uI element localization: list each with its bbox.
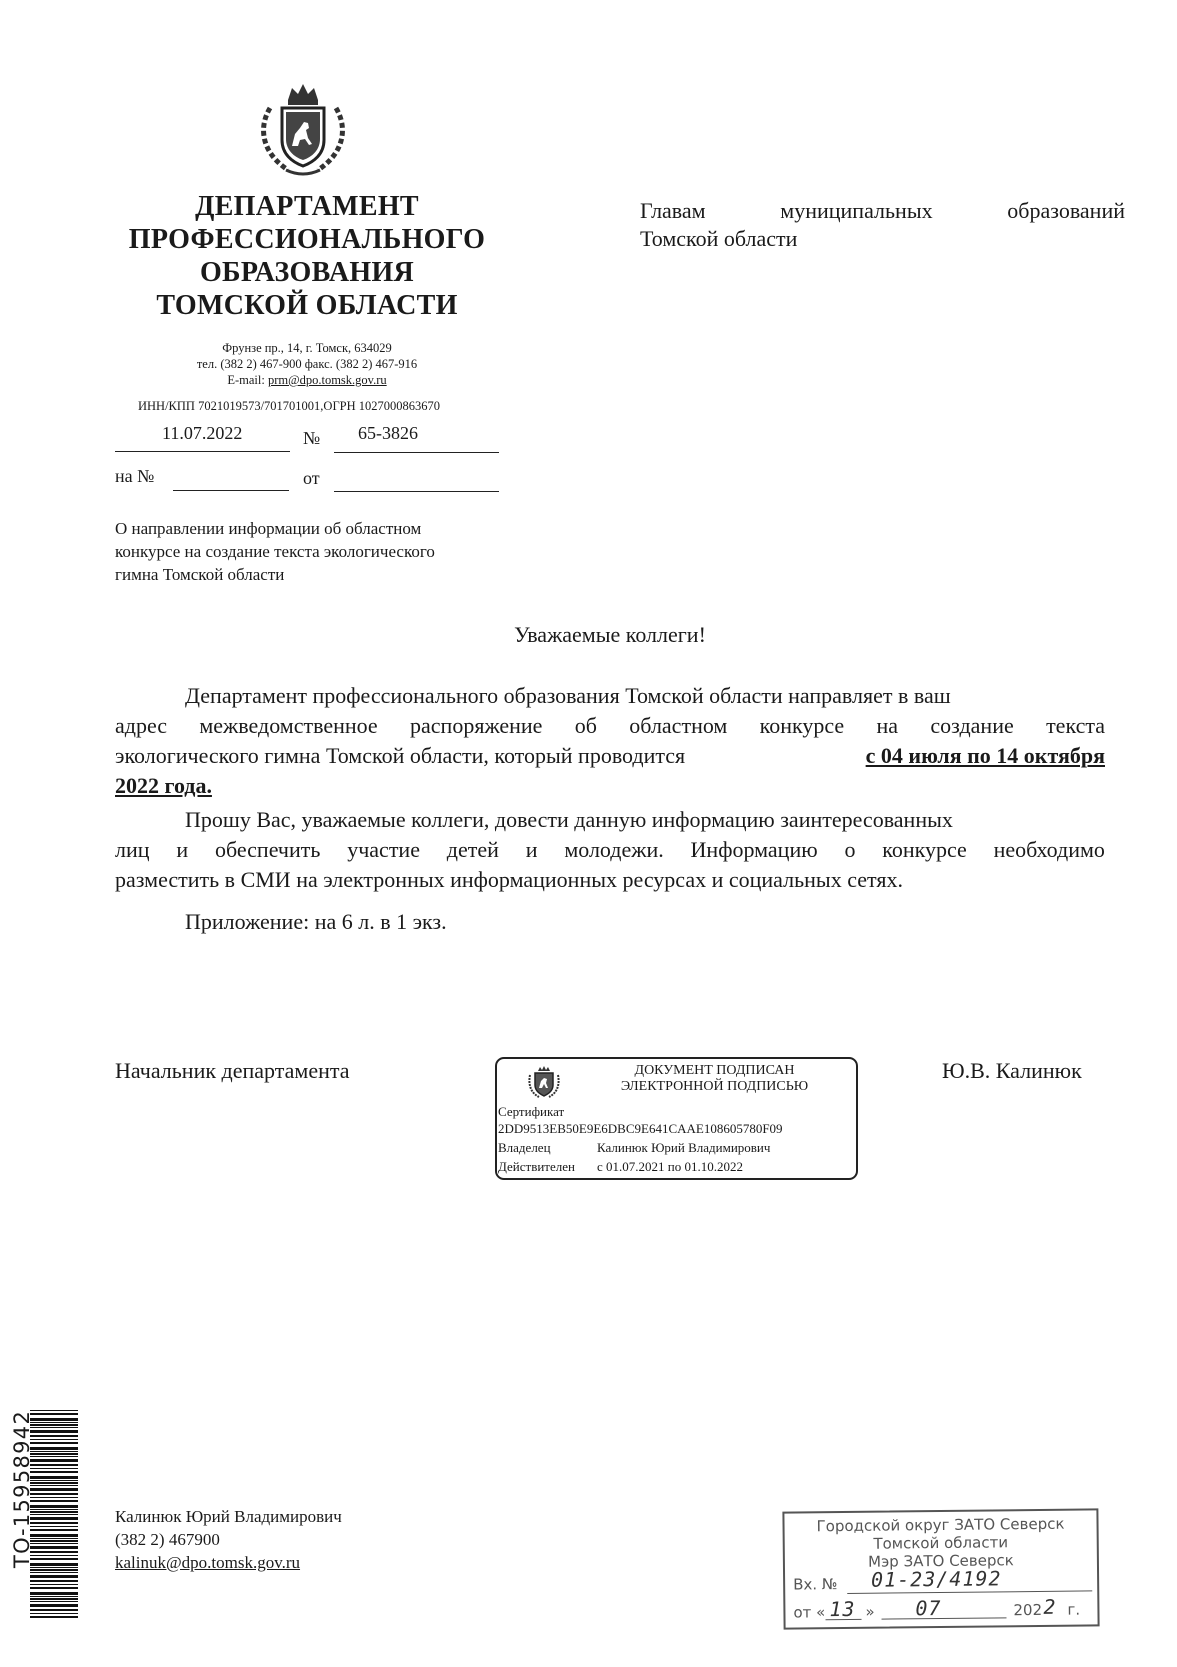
number-label: № [303, 428, 321, 448]
addressee [640, 197, 1125, 253]
barcode-bar [30, 1482, 78, 1484]
stamp-day: 13 [829, 1596, 856, 1622]
stamp-day-underline [826, 1619, 862, 1620]
barcode-bar [30, 1616, 78, 1618]
stamp-date-label: от « [793, 1603, 826, 1622]
stamp-num-label: Вх. № [793, 1575, 838, 1594]
barcode-bar [30, 1505, 78, 1508]
executor-name: Калинюк Юрий Владимирович [115, 1507, 342, 1526]
reply-from-label: от [303, 468, 320, 488]
reply-number-underline [173, 490, 289, 491]
stamp-month: 07 [915, 1595, 942, 1621]
barcode-bar [30, 1488, 78, 1491]
barcode-bar [30, 1517, 78, 1520]
barcode-bar [30, 1500, 78, 1502]
barcode-bar [30, 1543, 78, 1544]
barcode-bar [30, 1497, 78, 1498]
reply-number-label: на № [115, 466, 155, 486]
subject-line: О направлении информации об областном [115, 519, 422, 538]
number-underline [334, 452, 499, 453]
barcode-bar [30, 1451, 78, 1452]
barcode-bar [30, 1464, 78, 1466]
barcode-bar [30, 1435, 78, 1437]
body-line: Департамент профессионального образования Томской области направляет в ваш [185, 683, 951, 708]
contest-year: 2022 года. [115, 773, 212, 798]
body-line: адрес межведомственное распоряжение об областном конкурсе на создание текста [115, 711, 1105, 741]
executor-contacts [115, 1505, 342, 1574]
barcode-bar [30, 1447, 78, 1450]
barcode-bar [30, 1563, 78, 1566]
barcode-bar [30, 1604, 78, 1607]
barcode-bar [30, 1493, 78, 1495]
stamp-year-prefix: 202 [1013, 1600, 1043, 1620]
addressee-region: Томской области [640, 226, 798, 251]
barcode-bar [30, 1613, 78, 1614]
executor-phone: (382 2) 467900 [115, 1530, 220, 1549]
stamp-quote: » [865, 1602, 875, 1621]
barcode-bar [30, 1551, 78, 1553]
sender-phones: тел. (382 2) 467-900 факс. (382 2) 467-916 [196, 357, 418, 371]
stamp-year-suffix: г. [1067, 1600, 1081, 1619]
contest-dates: с 04 июля по 14 октября [865, 743, 1105, 768]
barcode-bar [30, 1459, 78, 1462]
signatory-position: Начальник департамента [115, 1058, 350, 1083]
addressee-word: муниципальных [780, 198, 933, 223]
tomsk-coat-of-arms-icon [248, 78, 358, 178]
barcode-bar [30, 1567, 78, 1568]
tomsk-emblem-icon [527, 1065, 561, 1099]
barcode-bar [30, 1468, 78, 1469]
stamp-incoming-number: 01-23/4192 [870, 1566, 1002, 1592]
esign-owner-value: Калинюк Юрий Владимирович [597, 1140, 771, 1155]
barcode-bar [30, 1413, 78, 1415]
barcode-bar [30, 1609, 78, 1611]
barcode-bar [30, 1480, 78, 1481]
barcode-bar [30, 1601, 78, 1602]
barcode-bar [30, 1476, 78, 1479]
outgoing-date: 11.07.2022 [162, 423, 243, 443]
esign-title-line: ДОКУМЕНТ ПОДПИСАН [634, 1063, 795, 1078]
stamp-year-digit: 2 [1043, 1594, 1057, 1619]
barcode-bar [30, 1540, 78, 1542]
body-line: Прошу Вас, уважаемые коллеги, довести данную информацию заинтересованных [185, 807, 953, 832]
date-underline [115, 451, 290, 452]
sender-email-label: E-mail: [227, 373, 265, 387]
barcode-bar [30, 1410, 78, 1411]
subject-line: гимна Томской области [115, 565, 285, 584]
greeting: Уважаемые коллеги! [514, 622, 706, 647]
esign-valid-label: Действителен [498, 1159, 575, 1174]
barcode-bar [30, 1538, 78, 1539]
esign-valid-value: с 01.07.2021 по 01.10.2022 [597, 1159, 743, 1174]
barcode-bar [30, 1439, 78, 1440]
barcode-bar [30, 1580, 78, 1582]
barcode-bar [30, 1485, 78, 1486]
barcode-bar [30, 1418, 78, 1421]
attachment-note: Приложение: на 6 л. в 1 экз. [185, 909, 447, 934]
department-name-line: ОБРАЗОВАНИЯ [199, 257, 415, 288]
barcode-bar [30, 1575, 78, 1578]
barcode-bar [30, 1471, 78, 1473]
letter-subject [115, 517, 500, 586]
barcode-number: ТО-15958942 [10, 1409, 34, 1568]
barcode-icon [30, 1410, 78, 1620]
barcode-bar [30, 1569, 78, 1571]
barcode-bar [30, 1546, 78, 1549]
esign-title [587, 1063, 842, 1095]
reply-from-underline [334, 491, 499, 492]
esign-owner-label: Владелец [498, 1140, 551, 1155]
barcode-bar [30, 1422, 78, 1423]
esign-title-line: ЭЛЕКТРОННОЙ ПОДПИСЬЮ [620, 1079, 809, 1094]
barcode-bar [30, 1522, 78, 1524]
body-line: разместить в СМИ на электронных информационных ресурсах и социальных сетях. [115, 867, 903, 892]
barcode-bar [30, 1430, 78, 1433]
barcode-bar [30, 1596, 78, 1597]
addressee-word: образований [1007, 198, 1125, 223]
barcode-bar [30, 1572, 78, 1573]
barcode-bar [30, 1555, 78, 1556]
sender-email-link[interactable]: prm@dpo.tomsk.gov.ru [267, 373, 387, 387]
barcode-bar [30, 1598, 78, 1600]
barcode-bar [30, 1592, 78, 1595]
esign-cert-label: Сертификат [498, 1104, 565, 1119]
barcode-bar [30, 1526, 78, 1527]
stamp-month-underline [882, 1617, 1007, 1619]
esign-cert-value: 2DD9513EB50E9E6DBC9E641CAAE108605780F09 [498, 1121, 783, 1136]
body-line [115, 741, 1105, 771]
body-line-text: экологического гимна Томской области, который проводится [115, 743, 686, 768]
body-line [115, 771, 1105, 801]
barcode-bar [30, 1514, 78, 1515]
signatory-name: Ю.В. Калинюк [942, 1058, 1082, 1083]
stamp-line: Мэр ЗАТО Северск [867, 1551, 1014, 1571]
body-line-text: адрес [115, 713, 168, 738]
department-name-line: ТОМСКОЙ ОБЛАСТИ [156, 290, 458, 321]
sender-inn: ИНН/КПП 7021019573/701701001,ОГРН 1027000863670 [138, 399, 441, 413]
barcode-bar [30, 1509, 78, 1510]
department-name-line: ДЕПАРТАМЕНТ [195, 191, 419, 222]
barcode-bar [30, 1424, 78, 1426]
stamp-line: Томской области [873, 1533, 1009, 1553]
executor-email-link[interactable]: kalinuk@dpo.tomsk.gov.ru [115, 1553, 301, 1572]
incoming-registration-stamp [782, 1508, 1099, 1629]
barcode-bar [30, 1584, 78, 1585]
sender-address: Фрунзе пр., 14, г. Томск, 634029 [222, 341, 392, 355]
electronic-signature-stamp [495, 1057, 858, 1180]
outgoing-number: 65-3826 [358, 423, 418, 443]
stamp-line: Городской округ ЗАТО Северск [816, 1514, 1065, 1536]
department-name [112, 190, 502, 322]
body-line: лиц и обеспечить участие детей и молодежи. Информацию о конкурсе необходимо [115, 837, 1105, 862]
barcode-bar [30, 1456, 78, 1457]
barcode-bar [30, 1427, 78, 1428]
barcode-bar [30, 1529, 78, 1531]
barcode-bar [30, 1442, 78, 1444]
department-name-line: ПРОФЕССИОНАЛЬНОГО [128, 224, 486, 255]
barcode-bar [30, 1534, 78, 1537]
sender-email-line [112, 372, 502, 388]
barcode-bar [30, 1453, 78, 1455]
barcode-bar [30, 1558, 78, 1560]
addressee-word: Главам [640, 198, 706, 223]
barcode-bar [30, 1511, 78, 1513]
subject-line: конкурсе на создание текста экологического [115, 542, 435, 561]
barcode-bar [30, 1587, 78, 1589]
